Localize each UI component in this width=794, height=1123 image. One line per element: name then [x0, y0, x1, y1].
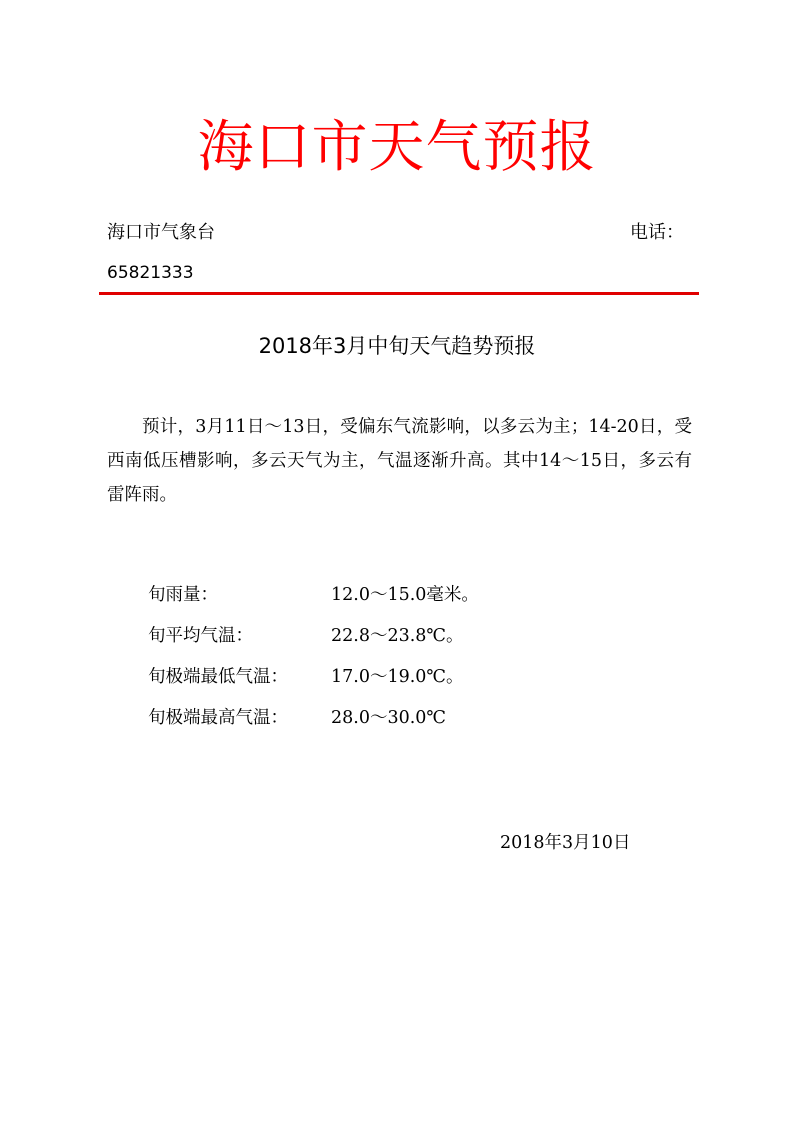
stat-value-rainfall: 12.0～15.0毫米。 [331, 585, 479, 605]
document-date: 2018年3月10日 [500, 833, 631, 853]
stat-row-max-temp [148, 701, 598, 742]
stat-row-rainfall [148, 578, 598, 619]
forecast-stats [148, 578, 598, 742]
header-divider [99, 292, 699, 295]
stat-row-avg-temp [148, 619, 598, 660]
document-heading: 2018年3月中旬天气趋势预报 [258, 334, 536, 358]
stat-label-min-temp: 旬极端最低气温： [148, 667, 288, 687]
phone-label: 电话： [630, 222, 684, 243]
stat-label-max-temp: 旬极端最高气温： [148, 708, 288, 728]
org-name: 海口市气象台 [107, 222, 215, 243]
stat-value-avg-temp: 22.8～23.8℃。 [331, 626, 464, 646]
phone-number: 65821333 [107, 263, 194, 283]
stat-value-max-temp: 28.0～30.0℃ [331, 708, 447, 728]
stat-label-rainfall: 旬雨量： [148, 585, 218, 605]
stat-row-min-temp [148, 660, 598, 701]
page-title: 海口市天气预报 [197, 115, 597, 180]
forecast-paragraph: 预计，3月11日～13日，受偏东气流影响，以多云为主；14-20日，受西南低压槽影响，多云天气为主，气温逐渐升高。其中14～15日，多云有雷阵雨。 [107, 417, 692, 505]
stat-label-avg-temp: 旬平均气温： [148, 626, 253, 646]
stat-value-min-temp: 17.0～19.0℃。 [331, 667, 464, 687]
